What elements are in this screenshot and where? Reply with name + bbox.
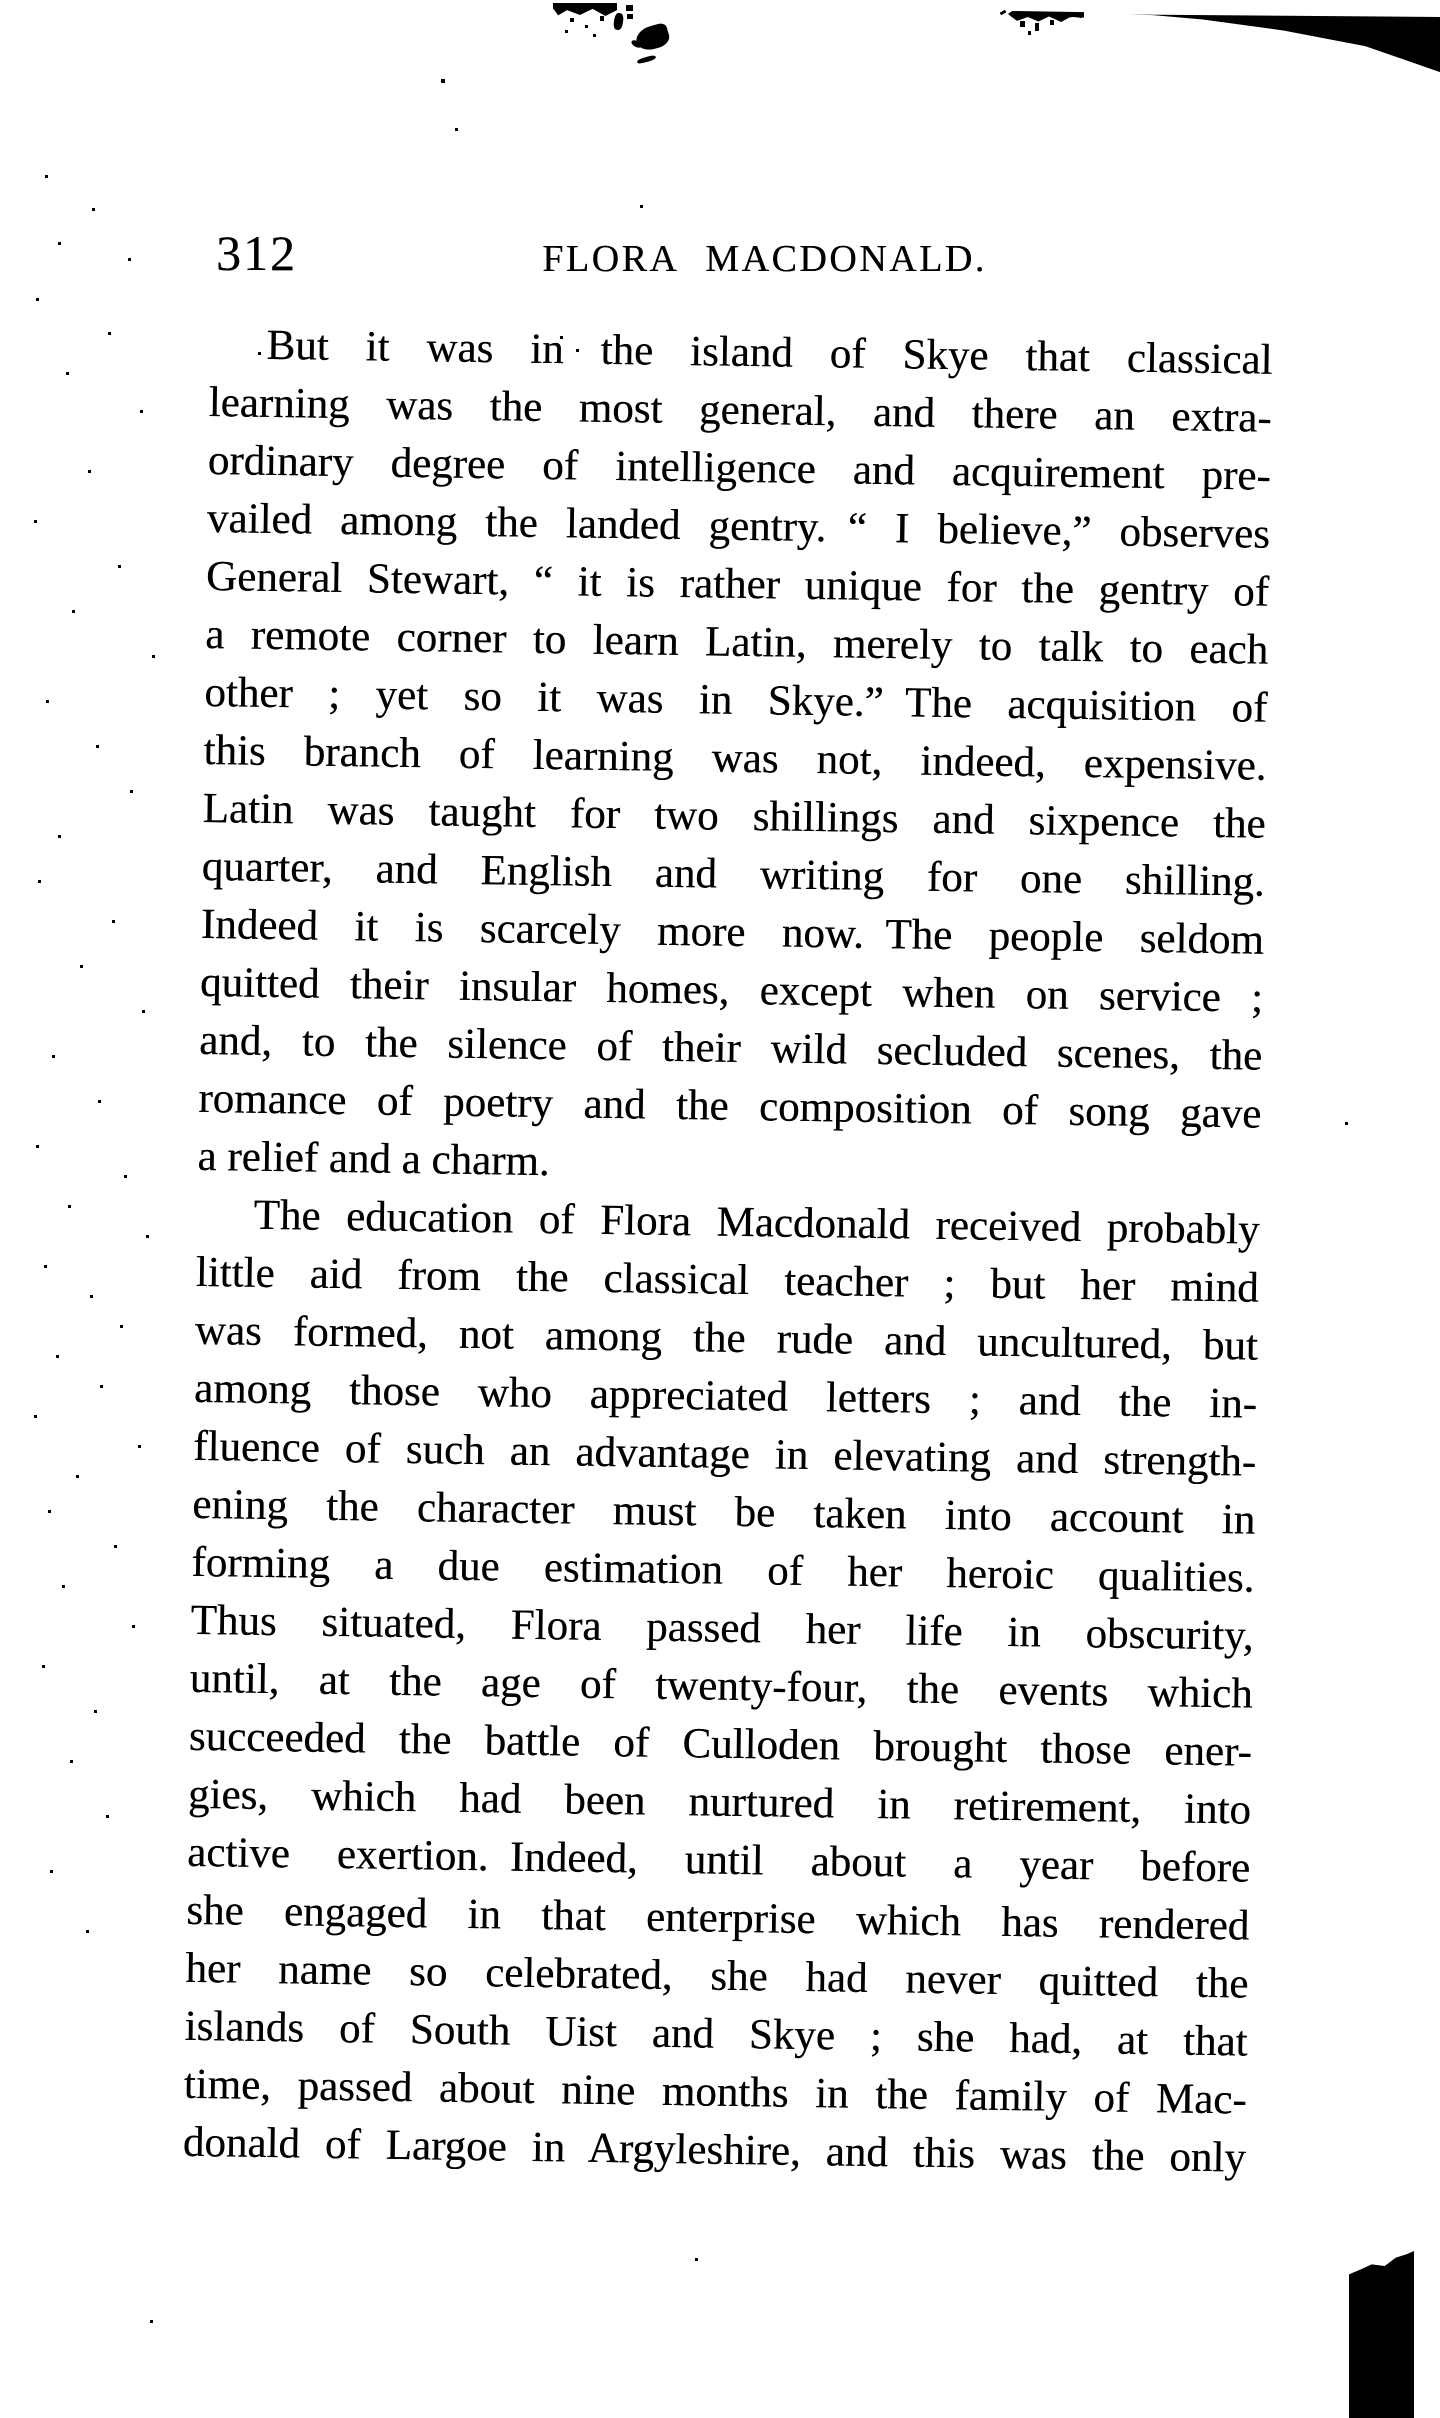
ink-speck	[626, 5, 633, 11]
text-line: Latin was taught for two shillings and sixpence the	[202, 784, 1266, 848]
text-line: islands of South Uist and Skye ; she had, at that	[184, 2002, 1248, 2066]
ink-speck	[585, 25, 588, 28]
text-line: Thus situated, Flora passed her life in obscurity,	[190, 1596, 1254, 1660]
ink-tick-mark	[1000, 10, 1007, 16]
text-line: donald of Largoe in Argyleshire, and this was the only	[182, 2118, 1247, 2182]
text-line: fluence of such an advantage in elevating and strength-	[192, 1422, 1257, 1486]
running-title: FLORA MACDONALD.	[542, 238, 987, 280]
ink-speck	[1020, 21, 1025, 27]
ink-speck	[1035, 23, 1039, 31]
text-line: until, at the age of twenty-four, the events which	[189, 1654, 1254, 1718]
ink-speck	[593, 34, 596, 37]
text-line: learning was the most general, and there an extra-	[208, 378, 1272, 442]
ink-speck	[1028, 31, 1031, 35]
ink-speck	[1050, 20, 1054, 25]
text-line: she engaged in that enterprise which has rendered	[185, 1886, 1250, 1950]
text-line: active exertion. Indeed, until about a year before	[186, 1828, 1251, 1892]
text-line: and, to the silence of their wild secluded scenes, the	[198, 1016, 1263, 1080]
scan-edge-bar-bottom-right	[1349, 2251, 1414, 2418]
text-line: forming a due estimation of her heroic qualities.	[191, 1538, 1255, 1602]
page-number: 312	[216, 225, 297, 281]
text-line: was formed, not among the rude and uncultured, but	[194, 1306, 1259, 1370]
text-line: General Stewart, “ it is rather unique for the gentry of	[205, 552, 1270, 616]
text-line: little aid from the classical teacher ; but her mind	[195, 1248, 1260, 1312]
text-line: this branch of learning was not, indeed, expensive.	[203, 726, 1267, 790]
text-line: ordinary degree of intelligence and acquirement pre-	[207, 436, 1272, 500]
text-line: among those who appreciated letters ; and the in-	[193, 1364, 1258, 1428]
text-line: a relief and a charm.	[197, 1132, 550, 1186]
ink-speck	[627, 14, 633, 19]
text-block	[182, 316, 1272, 2188]
ink-smudge-top-left	[553, 3, 617, 16]
text-line: But it was in the island of Skye that classical	[266, 321, 1273, 384]
text-line: quarter, and English and writing for one shilling.	[201, 842, 1266, 906]
scanner-noise-speckles	[0, 0, 3, 3]
text-line: vailed among the landed gentry. “ I believe,” observes	[206, 494, 1271, 558]
page-curl-shadow-top-right	[1128, 12, 1440, 74]
text-line: gies, which had been nurtured in retirement, into	[187, 1770, 1252, 1834]
ink-speck	[565, 30, 568, 33]
text-line: romance of poetry and the composition of song gave	[198, 1074, 1262, 1138]
text-line: her name so celebrated, she had never quitted the	[185, 1944, 1249, 2008]
ink-speck	[570, 18, 574, 22]
text-line: time, passed about nine months in the family of Mac-	[183, 2060, 1247, 2124]
text-line: quitted their insular homes, except when on service ;	[199, 958, 1264, 1022]
text-line: a remote corner to learn Latin, merely to talk to each	[204, 610, 1269, 674]
ink-slash-mark	[637, 54, 657, 64]
text-line: ening the character must be taken into account in	[192, 1480, 1256, 1544]
text-line: other ; yet so it was in Skye.” The acquisition of	[204, 668, 1268, 732]
text-line: succeeded the battle of Culloden brought those ener-	[188, 1712, 1253, 1776]
ink-dot	[441, 79, 445, 83]
ink-smudge-drip	[613, 12, 624, 30]
ink-blot	[633, 22, 671, 53]
text-line: The education of Flora Macdonald received probably	[253, 1191, 1260, 1254]
text-line: Indeed it is scarcely more now. The people seldom	[200, 900, 1265, 964]
ink-speck	[600, 16, 604, 21]
